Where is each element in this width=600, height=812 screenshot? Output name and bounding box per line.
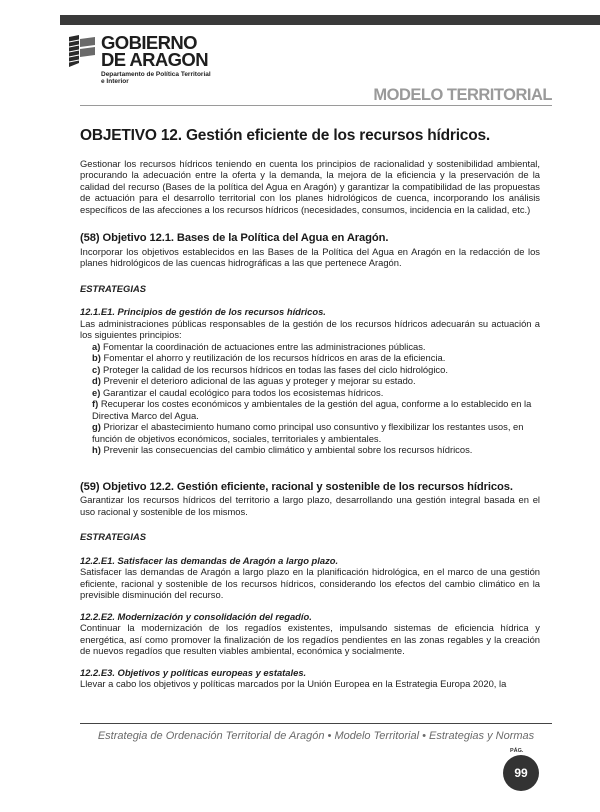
sub-objective-12-2-title: (59) Objetivo 12.2. Gestión eficiente, racional y sostenible de los recursos hídricos. — [80, 480, 513, 493]
list-item-text: Fomentar el ahorro y reutilización de los recursos hídricos en aras de la eficiencia. — [100, 352, 446, 363]
list-item-letter: a) — [92, 340, 101, 352]
objective-title: OBJETIVO 12. Gestión eficiente de los recursos hídricos. — [80, 127, 491, 144]
list-item-letter: e) — [92, 386, 101, 398]
strategy-12-1-e1-text: Las administraciones públicas responsables de la gestión de los recursos hídricos adecuarán su actuación a los siguientes principios: — [80, 317, 540, 340]
aragon-logo-icon — [67, 33, 101, 69]
logo-department — [101, 71, 211, 85]
objective-intro: Gestionar los recursos hídricos teniendo en cuenta los principios de racionalidad y sostenibilidad ambiental, procurando la adecuación entre la oferta y la demanda, la mejora de la eficiencia y la preservación de la calidad del recurso (Bases de la política del Agua en Aragón) y garantizar la compatibilidad de las propuestas de actuación para el desarrollo territorial con los planes hidrológicos de cuenca, incorporando los análisis específicos de las afecciones a los recursos hídricos (necesidades, consumos, incidencia en la calidad, etc.) — [80, 157, 540, 215]
gobierno-aragon-logo — [67, 33, 227, 95]
footer-text: Estrategia de Ordenación Territorial de Aragón • Modelo Territorial • Estrategias y Normas — [97, 730, 535, 742]
sub-objective-12-1-text: Incorporar los objetivos establecidos en las Bases de la Política del Agua en Aragón en la redacción de los planes hidrológicos de las cuencas hidrográficas a las que pertenece Aragón. — [80, 245, 540, 268]
list-item-text: Proteger la calidad de los recursos hídricos en todas las fases del ciclo hidrológico. — [100, 363, 448, 375]
strategies-label-1: ESTRATEGIAS — [80, 282, 146, 294]
list-item-text: Prevenir el deterioro adicional de las aguas y proteger y mejorar su estado. — [100, 375, 416, 386]
list-item-letter: b) — [92, 352, 101, 363]
list-item-text: Fomentar la coordinación de actuaciones entre las administraciones públicas. — [100, 340, 426, 352]
list-item — [92, 341, 540, 353]
strategy-12-2-e2-text: Continuar la modernización de los regadíos existentes, impulsando sistemas de eficiencia hídrica y energética, así como promover la finalización de los regadíos pendientes en las zonas regables y la creación de nuevos regadíos que resulten viables ambiental, económica y socialmente. — [80, 622, 540, 656]
sub-objective-12-2-text: Garantizar los recursos hídricos del territorio a largo plazo, desarrollando una gestión integral basada en el uso racional y sostenible de los mismos. — [80, 494, 540, 517]
list-item — [92, 421, 540, 444]
strategy-12-2-e2-title: 12.2.E2. Modernización y consolidación del regadío. — [80, 610, 312, 622]
list-item — [92, 398, 540, 421]
footer-divider — [80, 723, 552, 724]
list-item-text: Recuperar los costes económicos y ambientales de la gestión del agua, conforme a lo establecido en la Directiva Marco del Agua. — [92, 398, 532, 421]
sub-objective-12-1-title: (58) Objetivo 12.1. Bases de la Política del Agua en Aragón. — [80, 232, 389, 244]
header-divider — [80, 105, 552, 106]
page-label: PÁG. — [510, 748, 524, 754]
list-item — [92, 364, 540, 376]
list-item — [92, 387, 540, 399]
list-item — [92, 444, 540, 456]
list-item — [92, 375, 540, 387]
list-item-text: Garantizar el caudal ecológico para todos los ecosistemas hídricos. — [100, 386, 384, 398]
list-item-text: Prevenir las consecuencias del cambio climático y ambiental sobre los recursos hídricos. — [100, 444, 473, 455]
list-item-letter: f) — [92, 398, 99, 409]
strategy-12-2-e3-title: 12.2.E3. Objetivos y políticas europeas y estatales. — [80, 666, 307, 678]
section-header: MODELO TERRITORIAL — [373, 86, 552, 104]
list-item-letter: d) — [92, 375, 101, 386]
logo-text-line1: GOBIERNO — [101, 32, 197, 53]
list-item — [92, 352, 540, 364]
list-item-letter: h) — [92, 444, 101, 455]
top-bar — [60, 15, 600, 25]
logo-department-line1: Departamento de Política Territorial — [101, 71, 211, 78]
list-item-letter: c) — [92, 363, 101, 375]
list-item-text: Priorizar el abastecimiento humano como principal uso consuntivo y flexibilizar los restantes usos, en función de objetivos económicos, sociales, territoriales y ambientales. — [92, 421, 524, 444]
strategies-label-2: ESTRATEGIAS — [80, 531, 146, 542]
principles-list — [80, 341, 540, 456]
strategy-12-2-e3-text: Llevar a cabo los objetivos y políticas marcados por la Unión Europea en la Estrategia Europa 2020, la — [80, 678, 507, 689]
page-content — [80, 127, 540, 690]
strategy-12-1-e1-title: 12.1.E1. Principios de gestión de los recursos hídricos. — [80, 306, 326, 317]
page-number-badge: 99 — [503, 755, 539, 791]
list-item-letter: g) — [92, 421, 101, 432]
strategy-12-2-e1-title: 12.2.E1. Satisfacer las demandas de Aragón a largo plazo. — [80, 554, 339, 566]
logo-text-line2: DE ARAGON — [101, 49, 208, 70]
strategy-12-2-e1-text: Satisfacer las demandas de Aragón a largo plazo en la planificación hidrológica, en el marco de una gestión eficiente, racional y sostenible de los recursos hídricos, considerando los efectos del cambio climático en la previsible disminución del recurso. — [80, 566, 540, 600]
logo-department-line2: e Interior — [101, 78, 129, 85]
